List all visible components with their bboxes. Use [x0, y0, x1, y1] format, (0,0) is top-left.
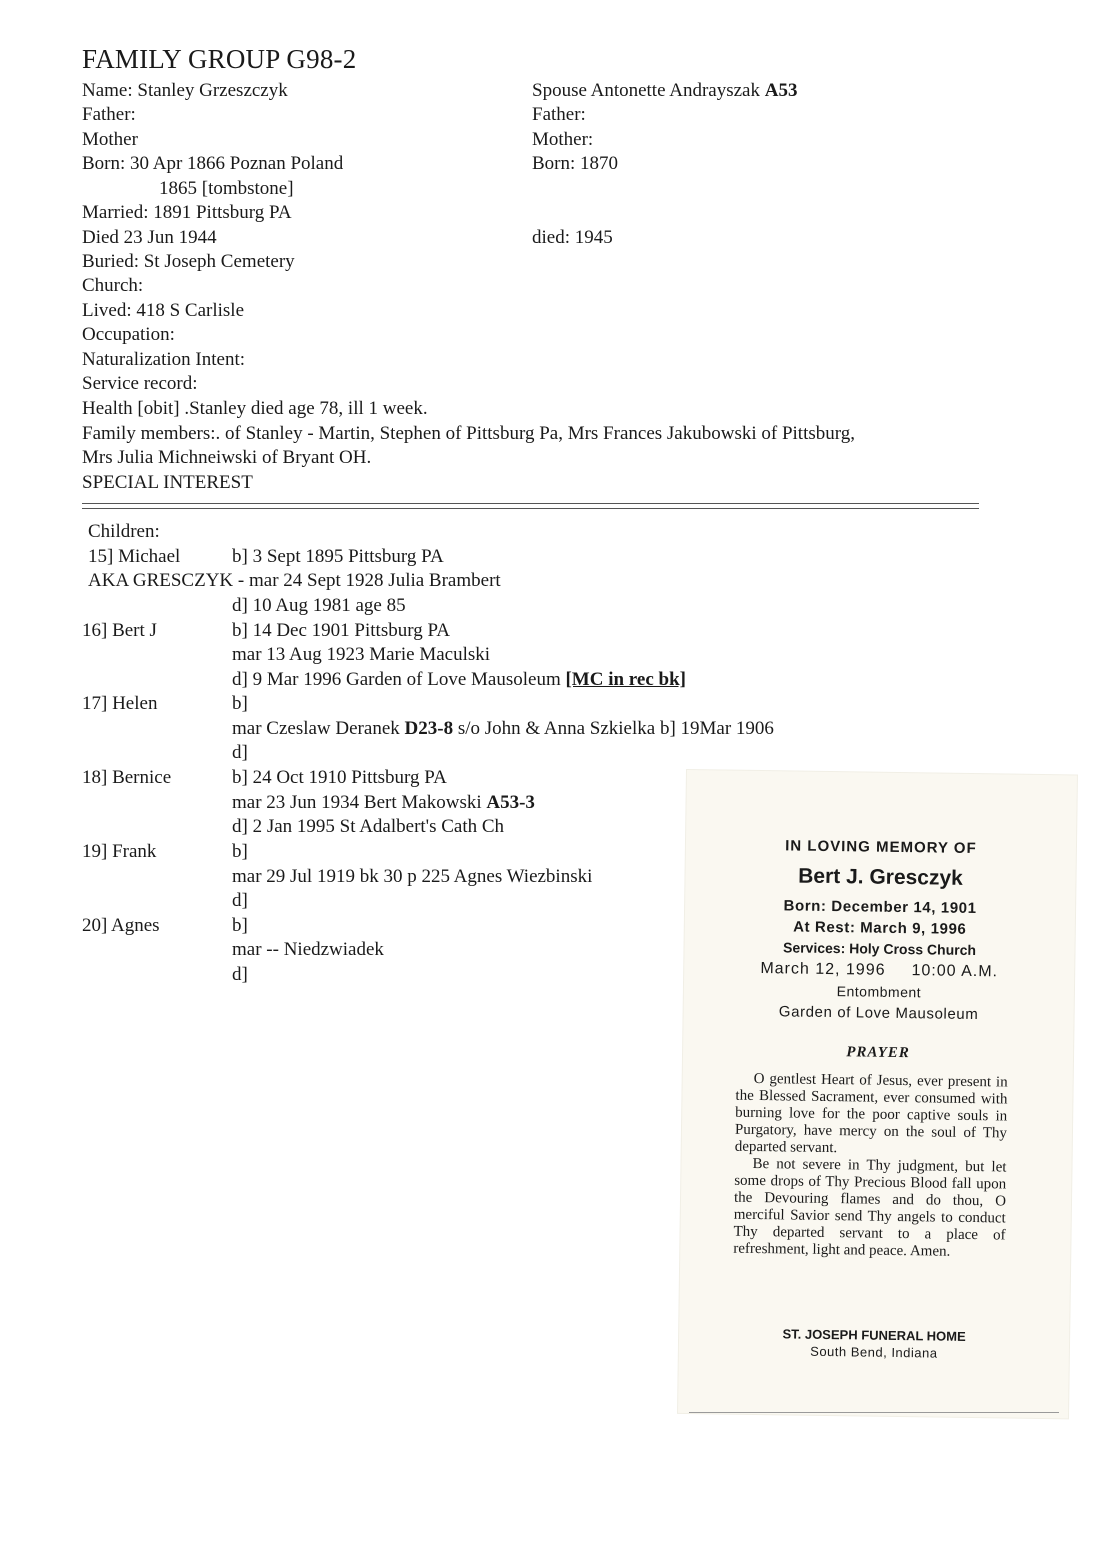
child-17-spouse-code: D23-8 — [404, 718, 454, 739]
page-title: FAMILY GROUP G98-2 — [82, 44, 357, 74]
card-shadow-edge — [689, 1412, 1059, 1413]
child-15-name: 15] Michael — [88, 546, 181, 567]
lived-field: Lived: 418 S Carlisle — [82, 300, 245, 321]
card-born: Born: December 14, 1901 — [783, 897, 977, 918]
child-18-name: 18] Bernice — [82, 767, 172, 788]
special-interest-heading: SPECIAL INTEREST — [82, 472, 253, 493]
child-16-died-text: d] 9 Mar 1996 Garden of Love Mausoleum — [232, 669, 566, 690]
spouse-code: A53 — [764, 80, 798, 101]
card-city: South Bend, Indiana — [810, 1343, 938, 1361]
memorial-card — [678, 770, 1077, 1418]
card-place: Garden of Love Mausoleum — [778, 1003, 979, 1024]
child-17-married — [232, 717, 774, 741]
married-field: Married: 1891 Pittsburg PA — [82, 202, 292, 223]
child-18-died: d] 2 Jan 1995 St Adalbert's Cath Ch — [232, 816, 505, 837]
child-18-married-text: mar 23 Jun 1934 Bert Makowski — [232, 792, 487, 813]
spouse-name: Spouse Antonette Andrayszak — [532, 80, 765, 101]
spouse-field — [532, 79, 797, 103]
child-20-married: mar -- Niedzwiadek — [232, 939, 384, 960]
child-17-died: d] — [232, 742, 248, 763]
child-15-died: d] 10 Aug 1981 age 85 — [232, 595, 406, 616]
father-field: Father: — [82, 104, 136, 125]
child-16-name: 16] Bert J — [82, 620, 157, 641]
card-services: Services: Holy Cross Church — [782, 939, 977, 959]
mother-field: Mother — [82, 129, 138, 150]
child-19-married: mar 29 Jul 1919 bk 30 p 225 Agnes Wiezbinski — [232, 866, 593, 887]
health-field: Health [obit] .Stanley died age 78, ill 1 week. — [82, 398, 428, 419]
mc-record-note: [MC in rec bk] — [565, 669, 686, 690]
card-prayer-paragraph-2: Be not severe in Thy judgment, but let some drops of Thy Precious Blood fall upon the Devouring flames and do thou, O merciful Savior send Thy angels to conduct Thy departed servant to a place of refreshment, light and peace. Amen. — [733, 1155, 1007, 1260]
children-heading: Children: — [88, 521, 160, 542]
spouse-born-field: Born: 1870 — [532, 153, 619, 174]
card-prayer-paragraph-1: O gentlest Heart of Jesus, ever present in the Blessed Sacrament, ever consumed with burning love for the poor captive souls in Purgatory, have mercy on the soul of Thy departed servant. — [734, 1070, 1008, 1157]
child-17-married-b: s/o John & Anna Szkielka b] 19Mar 1906 — [453, 718, 774, 739]
spouse-died-field: died: 1945 — [532, 227, 613, 248]
child-18-spouse-code: A53-3 — [486, 792, 535, 813]
card-heading: IN LOVING MEMORY OF — [785, 837, 977, 858]
child-16-married: mar 13 Aug 1923 Marie Maculski — [232, 644, 491, 665]
child-17-name: 17] Helen — [82, 693, 158, 714]
born-field: Born: 30 Apr 1866 Poznan Poland — [82, 153, 344, 174]
child-20-born: b] — [232, 915, 248, 936]
card-funeral-home: ST. JOSEPH FUNERAL HOME — [782, 1326, 966, 1344]
child-15-born: b] 3 Sept 1895 Pittsburg PA — [232, 546, 444, 567]
child-19-died: d] — [232, 890, 248, 911]
spouse-mother-field: Mother: — [532, 129, 594, 150]
child-19-name: 19] Frank — [82, 841, 157, 862]
child-17-married-a: mar Czeslaw Deranek — [232, 718, 405, 739]
double-rule-divider — [82, 503, 979, 509]
child-17-born: b] — [232, 693, 248, 714]
child-20-died: d] — [232, 964, 248, 985]
child-15-aka: AKA GRESCZYK - mar 24 Sept 1928 Julia Brambert — [88, 570, 501, 591]
child-20-name: 20] Agnes — [82, 915, 160, 936]
occupation-field: Occupation: — [82, 324, 175, 345]
card-prayer-title: PRAYER — [846, 1044, 910, 1062]
card-service-date: March 12, 1996 — [760, 960, 886, 979]
child-19-born: b] — [232, 841, 248, 862]
buried-field: Buried: St Joseph Cemetery — [82, 251, 295, 272]
child-18-married — [232, 791, 535, 815]
card-service-datetime — [684, 959, 1074, 982]
card-entombment: Entombment — [836, 983, 922, 1001]
card-prayer-text — [733, 1071, 1008, 1262]
service-record-field: Service record: — [82, 373, 198, 394]
church-field: Church: — [82, 275, 144, 296]
naturalization-field: Naturalization Intent: — [82, 349, 246, 370]
died-field: Died 23 Jun 1944 — [82, 227, 217, 248]
family-members-line-2: Mrs Julia Michneiwski of Bryant OH. — [82, 447, 372, 468]
card-service-time: 10:00 A.M. — [911, 962, 999, 981]
card-at-rest: At Rest: March 9, 1996 — [793, 918, 967, 938]
child-16-born: b] 14 Dec 1901 Pittsburg PA — [232, 620, 450, 641]
card-deceased-name: Bert J. Gresczyk — [798, 864, 963, 890]
family-members-line-1: Family members:. of Stanley - Martin, Stephen of Pittsburg Pa, Mrs Frances Jakubowski of Pittsburg, — [82, 423, 855, 444]
child-16-died — [232, 668, 686, 692]
child-18-born: b] 24 Oct 1910 Pittsburg PA — [232, 767, 447, 788]
born-alt-field: 1865 [tombstone] — [159, 178, 294, 199]
spouse-father-field: Father: — [532, 104, 586, 125]
name-field: Name: Stanley Grzeszczyk — [82, 80, 288, 101]
